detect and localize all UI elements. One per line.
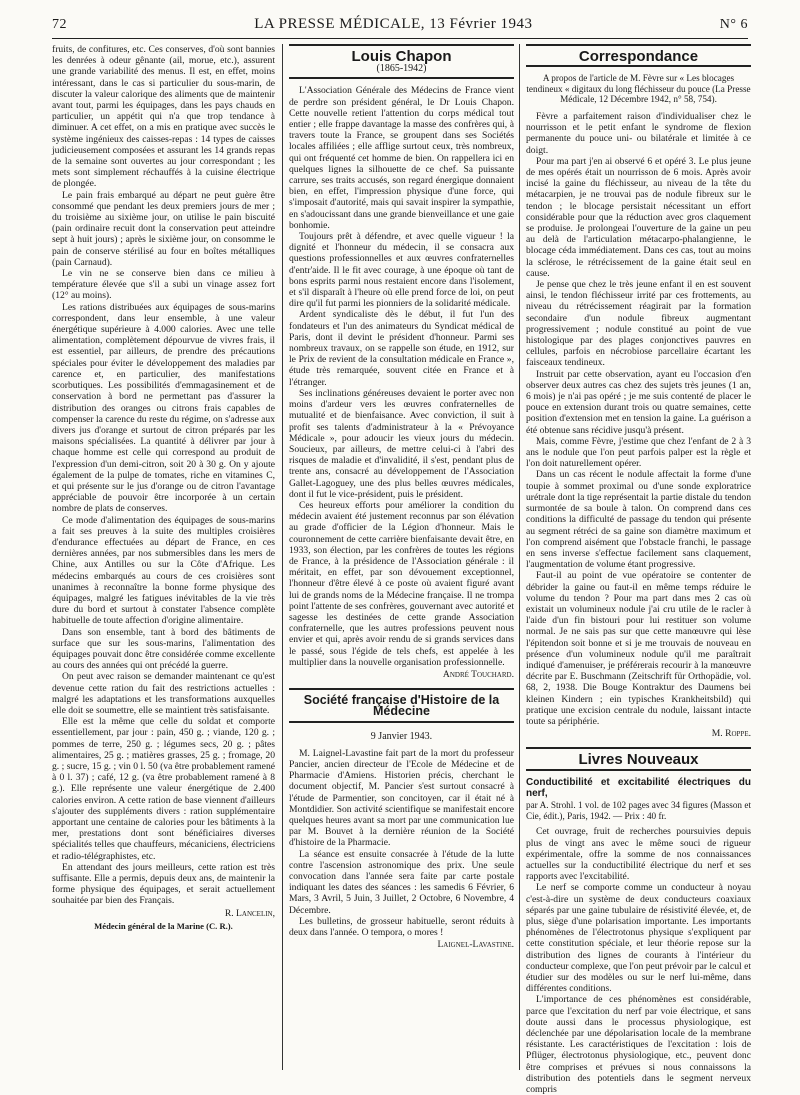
obituary-paragraph: Ses inclinations généreuses devaient le porter avec non moins d'ardeur vers les œuvres confraternelles de mutualité et de bienfaisance. Avec conviction, il suit à profit ses talents d'administrateur à la « Prévoyance Médicale », pour adoucir les vieux jours du médecin. Soucieux, par ailleurs, de mettre celui-ci à l'abri des risques de maladie et d'invalidité, il s'est, pendant plus de trente ans, consacré au développement de l'Association Gallet-Lagoguey, une des plus belles œuvres médicales, dont il fut le vice-président, puis le président. (289, 387, 514, 500)
correspondence-paragraph: Instruit par cette observation, ayant eu l'occasion d'en observer deux autres cas chez des sujets très jeunes (1 an, 6 mois) je n'ai pas opéré ; je me suis contenté de placer le pouce en extension durant trois ou quatre semaines, cette position d'extension met en tension la gaine. La guérison a été obtenue sans récidive jusqu'à présent. (526, 368, 751, 436)
journal-title: LA PRESSE MÉDICALE, 13 Février 1943 (254, 16, 533, 32)
society-signature: Laignel-Lavastine. (437, 939, 514, 951)
header-rule (52, 38, 748, 39)
correspondence-paragraph: Pour ma part j'en ai observé 6 et opéré 3. Le plus jeune de mes opérés était un nourrisson de 6 mois. Après avoir incisé la gaine du fléchisseur, au niveau de la tête du métacarpien, je ne trouvai pas de nodule fibreux sur le tendon ; le blocage persistait nécessitant un effort considérable pour que la réduction avec gros claquement se produise. Je prolongeai l'ouverture de la gaine un peu au delà de l'articulation métacarpo-phalangienne, le blocage céda immédiatement. Dans ces cas, tout au moins la sclérose, le rétrécissement de la gaine était seul en cause. (526, 155, 751, 279)
obituary-title: Louis Chapon (351, 48, 452, 65)
column-right (526, 44, 751, 1095)
society-paragraph: Les bulletins, de grosseur habituelle, seront réduits à deux dans l'année. O tempora, o mores ! (289, 915, 514, 939)
obituary-years: (1865-1942) (376, 63, 427, 75)
article-paragraph: fruits, de confitures, etc. Ces conserves, d'où sont bannies les denrées à odeur gênante (ail, morue, etc.), assurent une grande variabilité des menus. Il est, en effet, moins intéressant, dans le cas si particulier du sous-marin, de discuter la valeur calorique des aliments que de maintenir avant tout, parmi les équipages, dans les pays chauds en particulier, un appétit qui n'a que trop tendance à diminuer. A cet effet, on a mis en pratique avec succès le système ingénieux des caisses-repas : 14 types de caisses judicieusement composées et assurant les 14 grands repas de la semaine sont ouvertes au jour correspondant ; les mets sont simplement réchauffés à la cuisine électrique de plongée. (52, 44, 275, 190)
article-paragraph: Le pain frais embarqué au départ ne peut guère être consommé que pendant les deux premiers jours de mer ; du troisième au sixième jour, on utilise le pain biscuité (pain ordinaire recuit dont la conservation peut atteindre sept à huit jours) ; après le sixième jour, on consomme le pain de conserve stérilisé au four en boîtes métalliques (pain Carnaud). (52, 189, 275, 268)
article-paragraph: Ce mode d'alimentation des équipages de sous-marins a fait ses preuves à la suite des multiples croisières d'endurance effectuées au départ de France, en ces dernières années, par nos submersibles dans les mers de Chine, aux Antilles ou sur la Côte d'Afrique. Les médecins embarqués au cours de ces croisières sont unanimes à reconnaître la bonne forme physique des équipages, malgré les fatigues inévitables de la vie très dure du bord et surtout à constater l'absence complète habituelle de toute affection d'origine alimentaire. (52, 514, 275, 627)
author-role: Médecin général de la Marine (C. R.). (94, 920, 233, 931)
obituary-paragraph: Ardent syndicaliste dès le début, il fut l'un des fondateurs et l'un des animateurs du Syndicat médical de Paris, dont il devint le président d'honneur. Parmi ses nombreux travaux, on se rappelle son étude, en 1912, sur le Prix de revient de la consultation médicale en France », étude très remarquée, souvent citée en France et à l'étranger. (289, 309, 514, 388)
obituary-paragraph: Ces heureux efforts pour améliorer la condition du médecin avaient été justement reconnus par son élévation au grade d'officier de la Légion d'honneur. Mais le couronnement de cette carrière bienfaisante devait être, en 1933, son élection, par les confrères de toutes les régions de France, à la présidence de l'Association générale : il méritait, en effet, par son dévouement exceptionnel, l'honneur d'être élevé à ce poste où avaient figuré avant lui de grands noms de la Médecine française. Il ne trompa point l'attente de ses confrères, gouvernant avec autorité et sagesse les destinées de cette grande Association confraternelle, que les autres professions peuvent nous envier et qui, après avoir rendu de si grands services dans le passé, sous l'égide de tels chefs, est appelée à les multiplier dans la nouvelle organisation professionnelle. (289, 499, 514, 668)
correspondence-paragraph: Je pense que chez le très jeune enfant il en est souvent ainsi, le tendon fléchisseur irrité par ces frottements, au niveau du rétrécissement réagirait par la formation secondaire d'un nodule fibreux augmentant progressivement ; nodule constitué au point de vue histologique par des plages conjonctives pauvres en cellules, parfois en nécrobiose parcellaire écartant les faisceaux tendineux. (526, 279, 751, 369)
obituary-signature: André Touchard. (442, 668, 514, 680)
article-paragraph: Les rations distribuées aux équipages de sous-marins correspondent, dans leur ensemble, à une valeur énergétique supérieure à 4.000 calories. Avec une telle alimentation, complètement dépourvue de vivres frais, il est essentiel, par ailleurs, de prendre des précautions spéciales pour éviter le développement des maladies par carence et, en particulier, des manifestations scorbutiques. Les possibilités d'emmagasinement et de conservation à bord ne permettant pas d'assurer la distribution des oranges ou citrons frais capables de compenser la carence du reste du régime, on s'adresse aux divers jus d'orange et surtout de citron préparés par les maisons spécialisées. La quantité à délivrer par jour à chaque homme est celle qui correspond au produit de l'expression d'un demi-citron, soit 20 à 30 g. On y ajoute également de la pulpe de tomates, riche en vitamines C, et qui présente sur le jus d'orange ou de citron l'avantage appréciable de pouvoir être incorporée à un certain nombre de plats de conserves. (52, 301, 275, 515)
books-title: Livres Nouveaux (578, 751, 699, 769)
article-paragraph: Elle est la même que celle du soldat et comporte essentiellement, par jour : pain, 450 g. ; viande, 120 g. ; pommes de terre, 250 g. ; légumes secs, 20 g. ; pâtes alimentaires, 25 g. ; matières grasses, 25 g. ; fromage, 20 g. ; sucre, 15 g. ; vin 0 l. 50 (va être probablement ramené à 0 l. 37) ; café, 12 g. (va être probablement ramené à 8 g.). Elle représente une valeur énergétique de 2.400 calories environ. A cette ration de base viennent d'ailleurs s'ajouter des suppléments divers : ration supplémentaire apportant une centaine de calories pour les bâtiments à la mer, prestations dont sont bénéficiaires diverses spécialités telles que chauffeurs, mécaniciens, électriciens et radio-télégraphistes, etc. (52, 716, 275, 862)
correspondence-paragraph: Dans un cas récent le nodule affectait la forme d'une toupie à sommet proximal ou d'une sonde exploratrice urétrale dont la tige représentait la partie distale du tendon surmontée de sa boule à talon. On comprend dans ces conditions la difficulté de passage du tendon qui présente au segment rétréci de sa gaine son diamètre maximum et l'on comprend aisément que l'obstacle franchi, le passage en sens inverse s'effectue facilement sans claquement, l'augmentation de volume étant progressive. (526, 469, 751, 571)
obituary-paragraph: Toujours prêt à défendre, et avec quelle vigueur ! la dignité et l'honneur du médecin, il se consacra aux questions professionnelles et aux œuvres confraternelles d'entr'aide. Il le fit avec courage, à une époque où tant de bons esprits parmi nous restaient encore dans l'isolement, et s'il disparaît à l'heure où elle prend force de loi, on peut dire qu'il fut parmi les pionniers de la solidarité médicale. (289, 231, 514, 310)
correspondence-paragraph: Fèvre a parfaitement raison d'individualiser chez le nourrisson et le petit enfant le syndrome de flexion permanente du pouce uni- ou bilatérale et limitée à ce doigt. (526, 110, 751, 156)
column-middle (289, 44, 514, 1072)
obituary-paragraph: L'Association Générale des Médecins de France vient de perdre son président général, le Dr Louis Chapon. Cette nouvelle retient l'attention du corps médical tout entier ; elle frappe davantage la masse des confrères qui, à travers toute la France, se groupent dans ses Sociétés locales affiliées ; elle afflige surtout ceux, très nombreux, qui ont fréquenté cet homme de bien. On rappellera ici en quelques lignes la silhouette de ce chef. Sa puissante carrure, ses traits accusés, son regard énergique donnaient bien, en effet, l'impression physique d'une force, qui s'imposait d'autorité, mais qui savait inspirer la sympathie, en s'adoucissant dans une grande bienveillance et une gaie bonhomie. (289, 85, 514, 231)
column-divider (519, 44, 520, 1070)
books-heading (526, 747, 751, 770)
running-header (52, 16, 748, 38)
correspondence-paragraph: Faut-il au point de vue opératoire se contenter de débrider la gaine ou faut-il en même temps réduire le volume du tendon ? Pour ma part dans mes 2 cas où existait un volumineux nodule j'ai cru utile de le racler à l'aide d'un fin bistouri pour lui restituer son volume normal. Je ne sais pas sur que cette manœuvre qui lèse l'épitendon soit bonne et si je me trouvais de nouveau en présence d'un volumineux nodule qu'il me paraîtrait indiqué d'amenuiser, je préférerais recourir à la manœuvre décrite par E. Buschmann (Zeitschrift für Orthopädie, vol. 68, 2, 1938. Die Bouge Kontraktur des Daumens bei kleinen Kindern ; ein typisches Krankheitsbild) qui pratique une excision centrale du nodule, laissant intacte toute sa périphérie. (526, 570, 751, 727)
book-review-paragraph: L'importance de ces phénomènes est considérable, parce que l'excitation du nerf par voie électrique, et sans doute aussi dans le processus physiologique, est déclenchée par une dépolarisation locale de la membrane résistante. Les caractéristiques de l'excitation : lois de Pflüger, électrotonus physiologique, etc., peuvent donc être comprises et prévues si nous connaissons la distribution des potentiels dans le segment nerveux compris (526, 994, 751, 1095)
page-number: 72 (52, 17, 67, 32)
correspondence-paragraph: Mais, comme Fèvre, j'estime que chez l'enfant de 2 à 3 ans le nodule que l'on peut parfois palper est la règle et l'on doit naturellement opérer. (526, 435, 751, 470)
society-paragraph: La séance est ensuite consacrée à l'étude de la lutte contre l'ascension astronomique des prix. Une seule convocation dans l'année sera faite par carte postale indiquant les dates des séances : les samedis 6 Février, 6 Mars, 3 Avril, 5 Juin, 3 Juillet, 2 Octobre, 6 Novembre, 4 Décembre. (289, 848, 514, 916)
correspondence-signature: M. Roppe. (711, 728, 751, 740)
obituary-heading (289, 44, 514, 79)
society-date: 9 Janvier 1943. (370, 730, 433, 742)
issue-number: N° 6 (719, 17, 748, 32)
article-paragraph: Dans son ensemble, tant à bord des bâtiments de surface que sur les sous-marins, l'alimentation des équipages pouvait donc être considérée comme excellente au cours des années qui ont précédé la guerre. (52, 626, 275, 672)
book-title: Conductibilité et excitabilité électriques du nerf, (526, 776, 751, 799)
society-heading (289, 688, 514, 722)
column-divider (282, 44, 283, 1070)
correspondence-intro: A propos de l'article de M. Fèvre sur « Les blocages tendineux « digitaux du long fléchisseur du pouce (La Presse Médicale, 12 Décembre 1942, n° 58, 754). (526, 73, 751, 105)
society-title: Société française d'Histoire de la Médecine (303, 693, 500, 719)
correspondence-title: Correspondance (578, 48, 699, 65)
society-paragraph: M. Laignel-Lavastine fait part de la mort du professeur Pancier, ancien directeur de l'Ecole de Médecine et de Pharmacie d'Amiens. Historien précis, cherchant le document objectif, M. Pancier s'est surtout consacré à l'étude de Parmentier, son concitoyen, car il était né à Montdidier. Son activité scientifique se manifestait encore quelques heures avant sa mort par une communication lue par M. Bouvet à la dernière réunion de la Société d'histoire de la Pharmacie. (289, 747, 514, 849)
author-signature: R. Lancelin, (224, 907, 275, 919)
book-review-paragraph: Cet ouvrage, fruit de recherches poursuivies depuis plus de vingt ans avec le même souci de rigueur expérimentale, offre la somme de nos connaissances actuelles sur la conductibilité électrique du nerf et ses rapports avec l'excitabilité. (526, 826, 751, 883)
article-paragraph: On peut avec raison se demander maintenant ce qu'est devenue cette ration du fait des restrictions actuelles : malgré les adaptations et les transformations auxquelles elle doit se soumettre, elle se maintient très satisfaisante. (52, 671, 275, 716)
article-paragraph: Le vin ne se conserve bien dans ce milieu à température élevée que s'il a subi un vinage assez fort (12° au moins). (52, 268, 275, 302)
correspondence-heading (526, 44, 751, 67)
book-meta: par A. Strohl. 1 vol. de 102 pages avec 34 figures (Masson et Cie, édit.), Paris, 1942. — Prix : 40 fr. (526, 799, 751, 822)
book-review-paragraph: Le nerf se comporte comme un conducteur à noyau c'est-à-dire un système de deux conducteurs coaxiaux séparés par une gaine tubulaire de résistivité élevée, et, de plus, siège d'une polarisation importante. Les importants phénomènes de l'électrotonus physique s'expliquent par cette constitution spéciale, et leur théorie repose sur la distribution des lignes de courants à l'intérieur du conducteur complexe, que l'on peut prévoir par le calcul et étudier sur des modèles ou sur le nerf lui-même, dans différentes conditions. (526, 882, 751, 995)
article-paragraph: En attendant des jours meilleurs, cette ration est très suffisante. Elle a permis, depuis deux ans, de maintenir la forme physique des équipages, et serait actuellement souhaitée par bien des Français. (52, 861, 275, 907)
column-left (52, 44, 275, 1072)
